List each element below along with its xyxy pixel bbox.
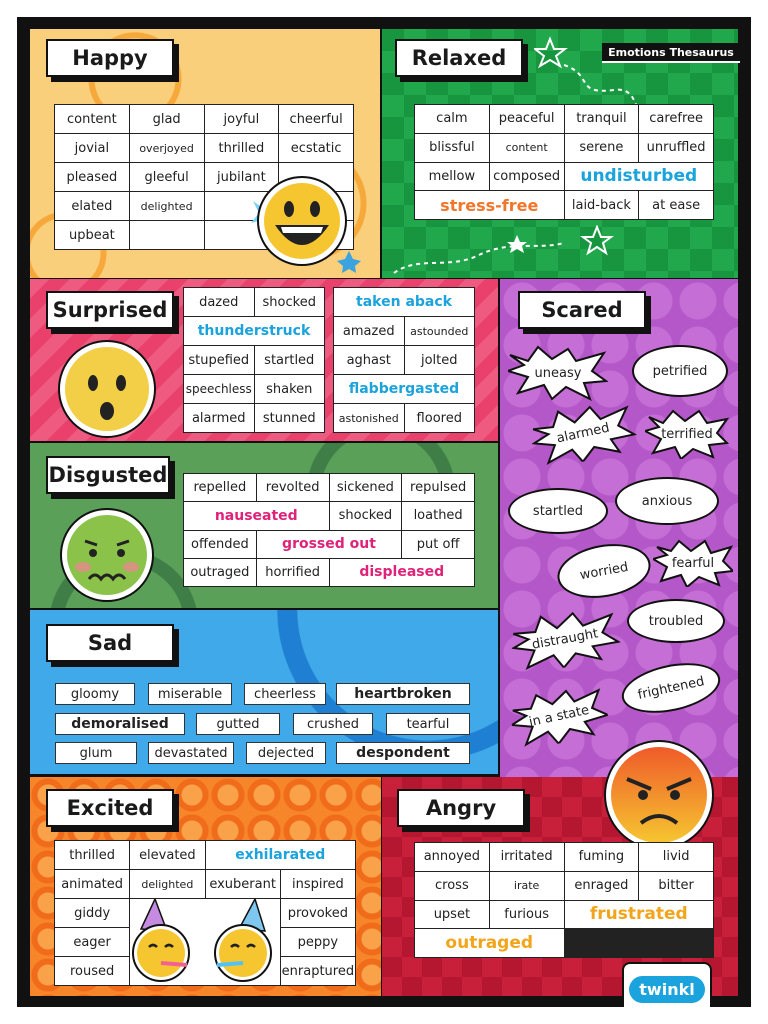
word-cell: repulsed — [402, 474, 474, 501]
word-cell-highlight: thunderstruck — [184, 317, 324, 345]
word-cell: cross — [415, 872, 489, 900]
word-cell: livid — [639, 843, 713, 871]
party-face-icon — [131, 899, 281, 985]
sad-word-chip: devastated — [148, 742, 234, 764]
relaxed-word-grid — [414, 104, 714, 220]
word-cell: tranquil — [565, 105, 639, 133]
word-cell: joyful — [205, 105, 279, 133]
word-cell: at ease — [639, 191, 713, 219]
word-cell: alarmed — [184, 404, 254, 432]
word-cell: gleeful — [130, 163, 204, 191]
relaxed-heading: Relaxed — [395, 39, 523, 77]
star-doodle-icon — [534, 35, 644, 115]
sad-word-chip: tearful — [386, 713, 470, 735]
surprised-word-grid-left — [183, 287, 325, 433]
word-cell: cheerful — [279, 105, 353, 133]
word-cell: laid-back — [565, 191, 639, 219]
word-cell: calm — [415, 105, 489, 133]
scared-word-burst — [508, 345, 608, 401]
word-cell: irritated — [490, 843, 564, 871]
word-cell: repelled — [184, 474, 256, 501]
angry-heading: Angry — [397, 789, 525, 827]
sad-word-chip-highlight: heartbroken — [336, 683, 470, 705]
word-cell: irate — [490, 872, 564, 900]
sad-word-chip: dejected — [246, 742, 326, 764]
scared-word-burst — [653, 539, 733, 587]
angry-face-icon — [601, 739, 717, 851]
disgusted-face-icon — [55, 507, 159, 603]
word-cell-highlight: exhilarated — [206, 841, 356, 869]
scared-word-bubble: startled — [508, 488, 608, 534]
word-cell: floored — [405, 404, 475, 432]
angry-word-grid — [414, 842, 714, 958]
word-cell: jovial — [55, 134, 129, 162]
scared-word: uneasy — [534, 365, 582, 381]
scared-word-bubble: petrified — [632, 345, 728, 397]
star-doodle-icon — [389, 225, 619, 275]
word-cell: unruffled — [639, 134, 713, 162]
word-cell: enraged — [565, 872, 639, 900]
word-cell: provoked — [281, 899, 355, 927]
word-cell: bitter — [639, 872, 713, 900]
poster — [17, 17, 751, 1007]
word-cell: carefree — [639, 105, 713, 133]
word-cell: sickened — [330, 474, 402, 501]
word-cell: composed — [490, 163, 564, 191]
disgusted-word-grid — [183, 473, 475, 587]
word-cell: content — [490, 134, 564, 162]
logo-text: twinkl — [629, 976, 704, 1003]
word-cell: jolted — [405, 346, 475, 374]
surprised-word-grid-right — [333, 287, 475, 433]
word-cell: ecstatic — [279, 134, 353, 162]
word-cell: serene — [565, 134, 639, 162]
word-cell: astonished — [334, 404, 404, 432]
scared-heading: Scared — [518, 291, 646, 329]
word-cell: enraptured — [281, 957, 355, 985]
excited-heading: Excited — [46, 789, 174, 827]
word-cell-highlight: undisturbed — [565, 163, 714, 191]
word-cell: content — [55, 105, 129, 133]
scared-word: fearful — [671, 555, 715, 571]
word-cell: dazed — [184, 288, 254, 316]
word-cell: outraged — [184, 559, 256, 586]
word-cell: offended — [184, 531, 256, 558]
word-cell-empty — [130, 221, 204, 249]
word-cell-highlight: nauseated — [184, 502, 329, 529]
word-cell: shocked — [255, 288, 325, 316]
word-cell: delighted — [130, 192, 204, 220]
surprised-heading: Surprised — [46, 291, 174, 329]
word-cell: furious — [490, 901, 564, 929]
sad-word-chip: glum — [55, 742, 137, 764]
scared-word: in a state — [527, 702, 591, 730]
word-cell: annoyed — [415, 843, 489, 871]
sad-word-chip-highlight: despondent — [336, 742, 470, 764]
word-cell: put off — [402, 531, 474, 558]
word-cell-highlight: taken aback — [334, 288, 474, 316]
scared-word-bubble: frightened — [617, 655, 724, 721]
word-cell: animated — [55, 870, 129, 898]
word-cell: shocked — [330, 502, 402, 529]
word-cell: revolted — [257, 474, 329, 501]
word-cell: inspired — [281, 870, 355, 898]
word-cell: startled — [255, 346, 325, 374]
word-cell-highlight: displeased — [330, 559, 475, 586]
scared-word: terrified — [661, 426, 713, 442]
scared-word: alarmed — [555, 420, 611, 446]
word-cell: peaceful — [490, 105, 564, 133]
word-cell: thrilled — [55, 841, 129, 869]
word-cell: amazed — [334, 317, 404, 345]
word-cell: astounded — [405, 317, 475, 345]
word-cell: speechless — [184, 375, 254, 403]
word-cell: roused — [55, 957, 129, 985]
word-cell: upbeat — [55, 221, 129, 249]
word-cell: stupefied — [184, 346, 254, 374]
sad-word-chip: gloomy — [55, 683, 135, 705]
word-cell: fuming — [565, 843, 639, 871]
scared-word-bubble: worried — [553, 537, 655, 605]
surprised-face-icon — [55, 337, 159, 441]
word-cell: thrilled — [205, 134, 279, 162]
word-cell: elated — [55, 192, 129, 220]
word-cell-highlight: flabbergasted — [334, 375, 474, 403]
word-cell: delighted — [130, 870, 204, 898]
word-cell: horrified — [257, 559, 329, 586]
word-cell: glad — [130, 105, 204, 133]
word-cell: giddy — [55, 899, 129, 927]
sad-word-chip-highlight: demoralised — [55, 713, 185, 735]
scared-word-bubble: anxious — [615, 477, 719, 525]
word-cell: aghast — [334, 346, 404, 374]
disgusted-heading: Disgusted — [46, 456, 170, 494]
word-cell: exuberant — [206, 870, 280, 898]
sad-heading: Sad — [46, 624, 174, 662]
word-cell-highlight: outraged — [415, 929, 564, 957]
scared-word-burst — [645, 409, 729, 459]
happy-heading: Happy — [46, 39, 174, 77]
word-cell-highlight: grossed out — [257, 531, 402, 558]
word-cell: elevated — [130, 841, 204, 869]
word-cell: jubilant — [205, 163, 279, 191]
word-cell-highlight: stress-free — [415, 191, 564, 219]
poster-title: Emotions Thesaurus — [602, 43, 740, 63]
word-cell: blissful — [415, 134, 489, 162]
word-cell: mellow — [415, 163, 489, 191]
word-cell: stunned — [255, 404, 325, 432]
word-cell: upset — [415, 901, 489, 929]
word-cell: pleased — [55, 163, 129, 191]
sad-word-chip: gutted — [196, 713, 280, 735]
sad-word-chip: miserable — [148, 683, 232, 705]
word-cell: eager — [55, 928, 129, 956]
word-cell: peppy — [281, 928, 355, 956]
sad-word-chip: crushed — [293, 713, 373, 735]
sad-word-chip: cheerless — [244, 683, 326, 705]
word-cell: overjoyed — [130, 134, 204, 162]
scared-word-bubble: troubled — [627, 599, 725, 643]
word-cell: shaken — [255, 375, 325, 403]
word-cell: loathed — [402, 502, 474, 529]
word-cell-highlight: frustrated — [565, 901, 714, 929]
scared-word: distraught — [530, 625, 600, 653]
twinkl-logo — [622, 962, 712, 1007]
happy-face-icon — [245, 169, 363, 273]
